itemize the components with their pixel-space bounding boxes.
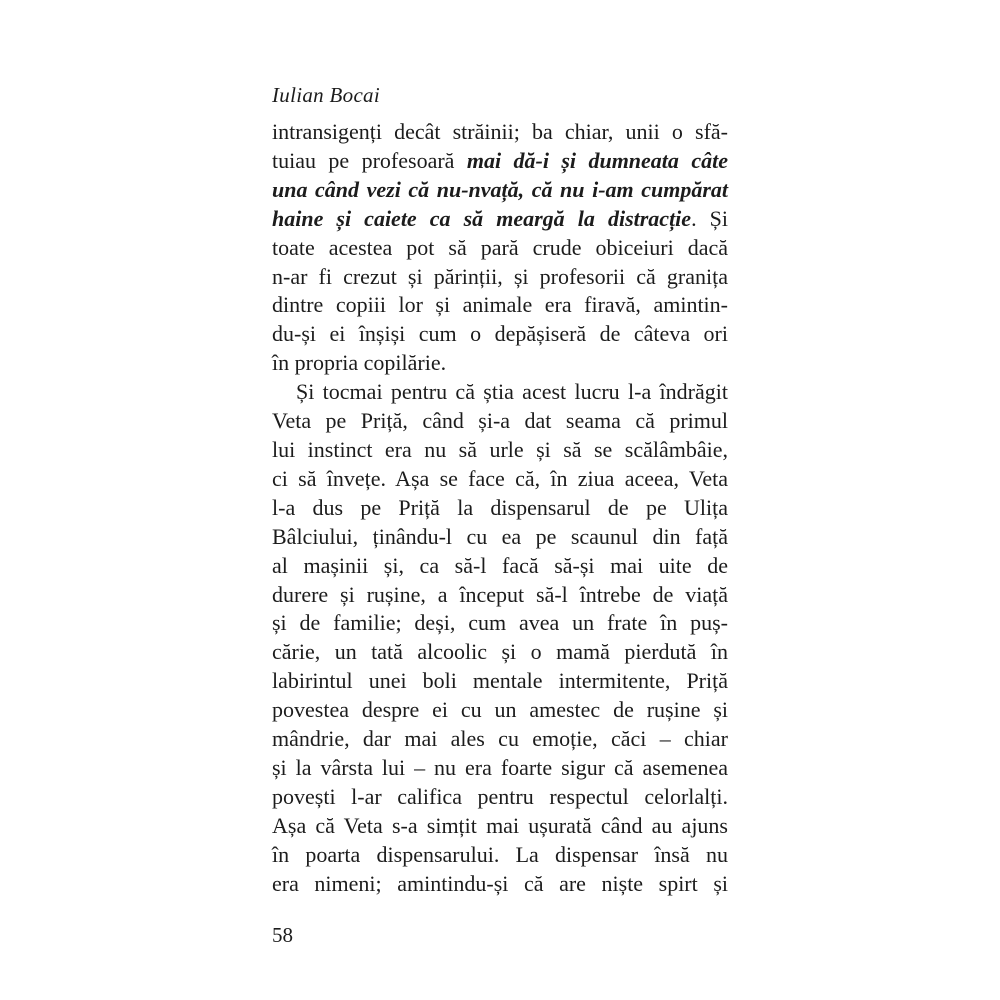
line-text: al mașinii și, ca să-l facă să-și mai uite de	[272, 552, 728, 578]
text-line	[272, 205, 728, 234]
line-text: cărie, un tată alcoolic și o mamă pierdută în	[272, 639, 728, 665]
text-line	[272, 870, 728, 899]
line-text: Veta pe Priță, când și-a dat seama că primul	[272, 408, 728, 434]
text-line	[272, 407, 728, 436]
line-text: toate acestea pot să pară crude obiceiuri dacă	[272, 234, 728, 260]
text-line	[272, 581, 728, 610]
text-line	[272, 147, 728, 176]
line-text: Și tocmai pentru că știa acest lucru l-a îndrăgit	[296, 379, 728, 405]
page-number: 58	[272, 923, 293, 947]
line-text: labirintul unei boli mentale intermitente, Priță	[272, 668, 728, 694]
line-text: mândrie, dar mai ales cu emoție, căci – chiar	[272, 726, 728, 752]
emphasized-text: una când vezi că nu-nvață, că nu i-am cumpărat	[272, 176, 728, 202]
text-line	[272, 609, 728, 638]
text-line	[272, 465, 728, 494]
line-text: n-ar fi crezut și părinții, și profesorii că granița	[272, 263, 728, 289]
paragraph	[272, 118, 728, 378]
line-text: povestea despre ei cu un amestec de rușine și	[272, 697, 728, 723]
line-text: durere și rușine, a început să-l întrebe de viață	[272, 581, 728, 607]
text-line	[272, 176, 728, 205]
line-text: ci să învețe. Așa se face că, în ziua aceea, Veta	[272, 465, 728, 491]
line-text: intransigenți decât străinii; ba chiar, unii o sfă-	[272, 119, 728, 144]
body-text	[272, 118, 728, 898]
paragraph	[272, 378, 728, 898]
text-line	[272, 552, 728, 581]
text-line	[272, 754, 728, 783]
line-text: în propria copilărie.	[272, 350, 447, 376]
text-line	[272, 841, 728, 870]
text-line	[272, 349, 728, 378]
text-line	[272, 291, 728, 320]
line-text: și de familie; deși, cum avea un frate în puș-	[272, 610, 728, 636]
text-line	[272, 378, 728, 407]
line-text: lui instinct era nu să urle și să se scălâmbâie,	[272, 436, 728, 462]
line-text: și la vârsta lui – nu era foarte sigur că asemenea	[272, 754, 728, 780]
text-line	[272, 494, 728, 523]
text-line	[272, 320, 728, 349]
line-text: dintre copiii lor și animale era firavă, amintin-	[272, 292, 728, 318]
line-text: tuiau pe profesoară	[272, 147, 455, 173]
text-line	[272, 783, 728, 812]
text-line	[272, 263, 728, 292]
line-text: . Și	[691, 205, 728, 231]
text-line	[272, 234, 728, 263]
line-text: era nimeni; amintindu-și că are niște spirt și	[272, 870, 728, 896]
text-line	[272, 696, 728, 725]
text-line	[272, 638, 728, 667]
line-text: Bâlciului, ținându-l cu ea pe scaunul din față	[272, 523, 728, 549]
running-head-author: Iulian Bocai	[272, 83, 380, 107]
emphasized-text: mai dă-i și dumneata câte	[466, 147, 728, 173]
text-line	[272, 523, 728, 552]
text-line	[272, 667, 728, 696]
line-text: l-a dus pe Priță la dispensarul de pe Ulița	[272, 494, 728, 520]
text-line	[272, 436, 728, 465]
line-text: du-și ei înșiși cum o depășiseră de câteva ori	[272, 321, 728, 347]
text-line	[272, 812, 728, 841]
text-line	[272, 725, 728, 754]
emphasized-text: haine și caiete ca să meargă la distracție	[272, 205, 692, 231]
line-text: povești l-ar califica pentru respectul celorlalți.	[272, 783, 728, 809]
text-line	[272, 118, 728, 147]
line-text: în poarta dispensarului. La dispensar însă nu	[272, 841, 728, 867]
line-text: Așa că Veta s-a simțit mai ușurată când au ajuns	[272, 812, 728, 838]
